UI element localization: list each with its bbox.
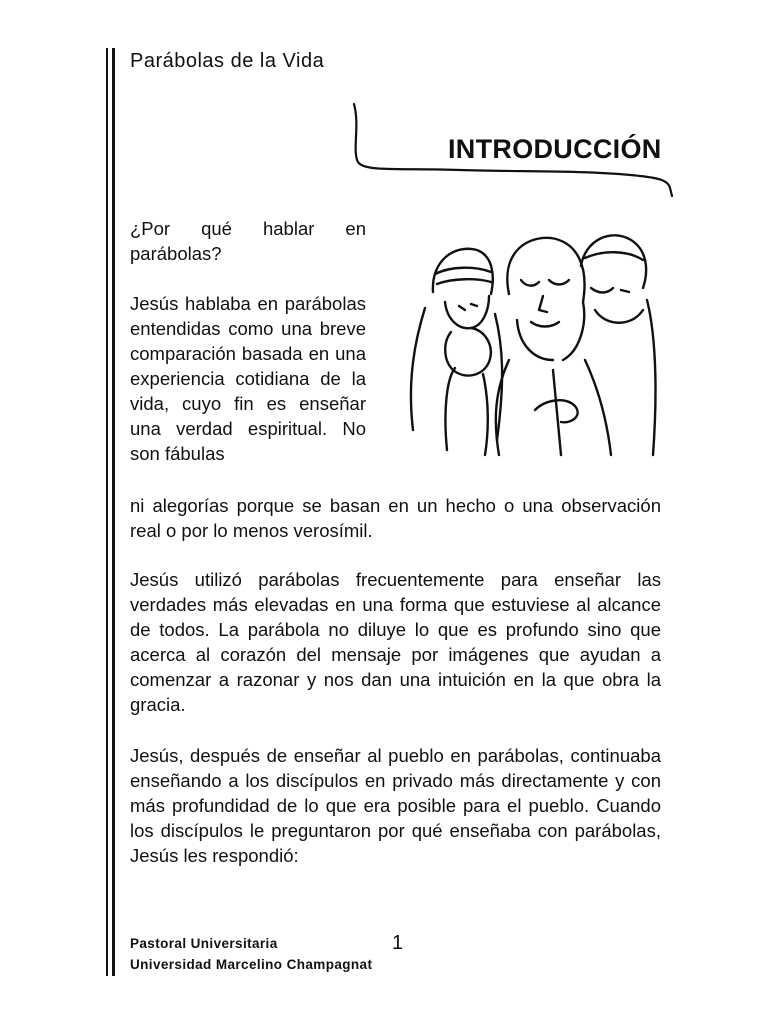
margin-rule-inner [112, 48, 115, 976]
paragraph-definition: Jesús hablaba en parábolas entendidas como una breve comparación basada en una experiencia cotidiana de la vida, cuyo fin es enseñar una verdad espiritual. No son fábulas [130, 293, 366, 464]
page-number: 1 [392, 932, 404, 954]
paragraph-question: ¿Por qué hablar en parábolas? [130, 218, 366, 264]
illustration-jesus-disciples [385, 210, 660, 460]
paragraph-definition-continued: ni alegorías porque se basan en un hecho o una observación real o por lo menos verosímil. [130, 495, 661, 541]
paragraph-disciples: Jesús, después de enseñar al pueblo en parábolas, continuaba enseñando a los discípulos en privado más directamente y con más profundidad de lo que era posible para el pueblo. Cuando los discípulos le preguntaron por qué enseñaba con parábolas, Jesús les respondió: [130, 745, 661, 866]
running-title: Parábolas de la Vida [130, 50, 325, 72]
margin-rule-outer [106, 48, 108, 976]
footer-institution [130, 933, 372, 975]
footer-line-1: Pastoral Universitaria [130, 936, 278, 951]
section-title: INTRODUCCIÓN [448, 134, 662, 164]
footer-line-2: Universidad Marcelino Champagnat [130, 957, 373, 972]
paragraph-usage: Jesús utilizó parábolas frecuentemente para enseñar las verdades más elevadas en una forma que estuviese al alcance de todos. La parábola no diluye lo que es profundo sino que acerca al corazón del mensaje por imágenes que ayudan a comenzar a razonar y nos dan una intuición en la que obra la gracia. [130, 569, 661, 715]
